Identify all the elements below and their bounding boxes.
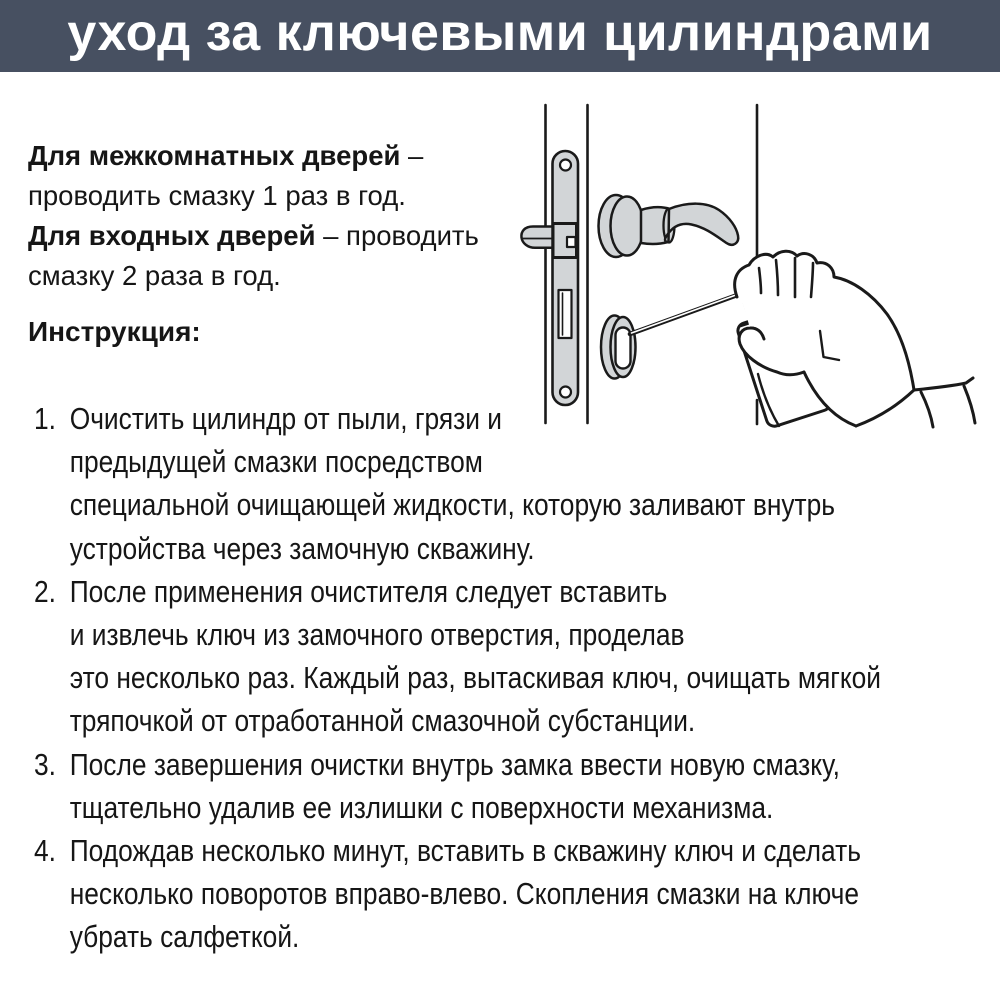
thumb bbox=[739, 328, 804, 375]
nozzle bbox=[737, 274, 771, 301]
item-line: специальной очищающей жидкости, которую заливают внутрь bbox=[69, 487, 836, 523]
lock-body bbox=[553, 224, 577, 258]
item-line: Очистить цилиндр от пыли, грязи и bbox=[69, 401, 503, 436]
key-slot bbox=[559, 290, 572, 338]
item-line: устройства через замочную скважину. bbox=[69, 530, 535, 566]
intro-line: проводить смазку 1 раз в год. bbox=[28, 180, 406, 211]
spray-straw bbox=[630, 292, 747, 335]
latch-bolt bbox=[521, 224, 576, 258]
item-line: После завершения очистки внутрь замка ввести новую смазку, bbox=[69, 746, 840, 782]
lever-handle bbox=[641, 204, 738, 245]
item-line: Подождав несколько минут, вставить в скважину ключ и сделать bbox=[69, 833, 861, 869]
item-line: После применения очистителя следует вставить bbox=[69, 573, 668, 609]
finger-creases bbox=[759, 258, 813, 297]
mortise-faceplate bbox=[553, 151, 579, 405]
item-line: тщательно удалив ее излишки с поверхности механизма. bbox=[69, 789, 774, 825]
can-cap bbox=[743, 288, 788, 321]
instructions-heading: Инструкция: bbox=[28, 316, 201, 347]
item-number: 2. bbox=[34, 573, 56, 609]
list-item bbox=[34, 829, 1000, 959]
list-item bbox=[34, 570, 1000, 743]
intro-line: смазку 2 раза в год. bbox=[28, 260, 281, 291]
door-edge-lines bbox=[546, 105, 758, 423]
item-line: убрать салфеткой. bbox=[69, 919, 300, 955]
item-number: 3. bbox=[34, 746, 56, 782]
item-line: несколько поворотов вправо-влево. Скопления смазки на ключе bbox=[69, 876, 860, 912]
keyhole bbox=[616, 328, 631, 369]
intro-line: Для входных дверей – проводить bbox=[28, 220, 479, 251]
item-line: тряпочкой от отработанной смазочной субстанции. bbox=[69, 703, 696, 739]
item-number: 1. bbox=[34, 401, 56, 436]
intro-paragraph bbox=[28, 136, 479, 296]
list-item bbox=[34, 743, 1000, 829]
item-line: это несколько раз. Каждый раз, вытаскивая ключ, очищать мягкой bbox=[69, 660, 882, 696]
item-number: 4. bbox=[34, 833, 56, 869]
item-line: предыдущей смазки посредством bbox=[69, 444, 483, 480]
item-line: и извлечь ключ из замочного отверстия, проделав bbox=[69, 617, 685, 653]
lock-notch bbox=[567, 237, 576, 247]
screw-bottom-icon bbox=[560, 387, 571, 398]
keyhole-escutcheon bbox=[601, 316, 636, 379]
screw-top-icon bbox=[560, 160, 571, 171]
instructions-list bbox=[34, 397, 1000, 959]
lock-lubrication-illustration bbox=[505, 85, 1000, 440]
page-title: уход за ключевыми цилиндрами bbox=[67, 4, 933, 62]
list-item bbox=[34, 397, 1000, 570]
handle-rosette bbox=[599, 195, 644, 257]
intro-line: Для межкомнатных дверей – bbox=[28, 140, 424, 171]
title-banner bbox=[0, 0, 1000, 72]
